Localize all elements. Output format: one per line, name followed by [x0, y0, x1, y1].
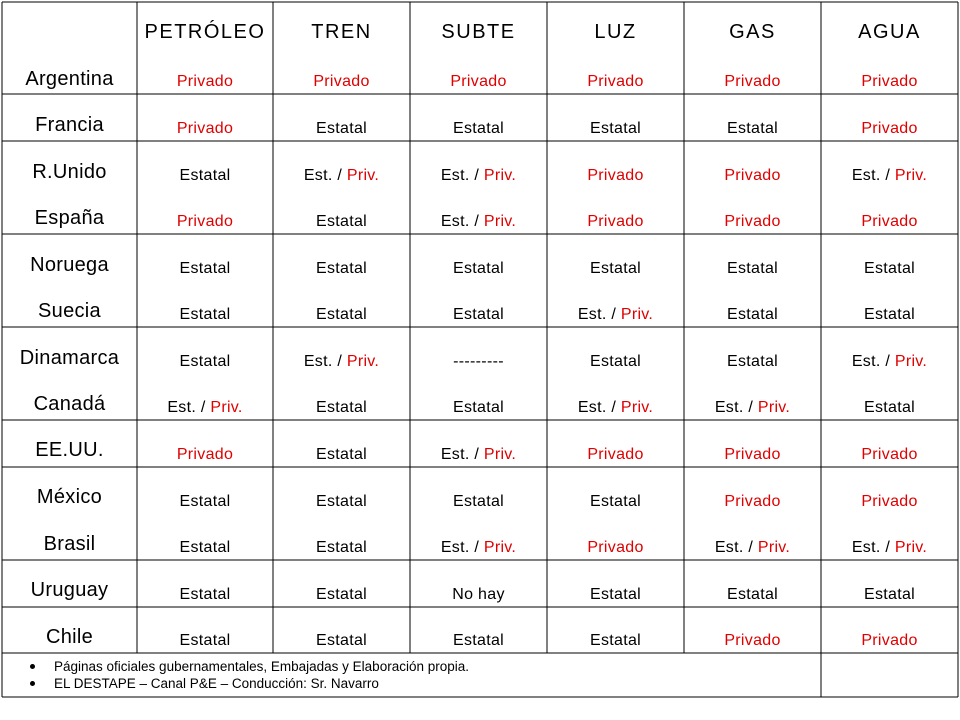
table-cell [547, 493, 684, 511]
table-cell [410, 493, 547, 511]
cell-estatal-part: Est. [440, 446, 470, 463]
cell-privado: Privado [587, 446, 644, 463]
table-cell [821, 632, 958, 650]
cell-privado-part: Priv. [620, 306, 654, 323]
table-cell [410, 306, 547, 324]
cell-privado: Privado [861, 632, 918, 649]
table-cell [410, 260, 547, 278]
table-cell [410, 353, 547, 371]
table-cell [137, 306, 273, 324]
cell-estatal: Estatal [452, 399, 504, 416]
row-country: Chile [45, 626, 94, 648]
row-country: México [36, 486, 103, 508]
table-cell [821, 213, 958, 231]
table-cell [684, 632, 821, 650]
table-cell [821, 306, 958, 324]
table-cell [273, 213, 410, 231]
table-cell [547, 399, 684, 417]
table-cell [684, 306, 821, 324]
row-country: Argentina [25, 68, 114, 90]
cell-estatal: Estatal [179, 306, 231, 323]
cell-estatal: Estatal [589, 493, 641, 510]
cell-separator: / [743, 399, 758, 416]
row-country: Uruguay [30, 579, 109, 601]
footer-note-sources: Páginas oficiales gubernamentales, Embajadas y Elaboración propia. [30, 658, 469, 675]
cell-privado-part: Priv. [483, 446, 517, 463]
column-header: AGUA [858, 21, 921, 43]
table-cell [137, 632, 273, 650]
cell-estatal: Estatal [179, 167, 231, 184]
cell-estatal: Estatal [315, 493, 367, 510]
table-cell [821, 446, 958, 464]
cell-privado-part: Priv. [894, 167, 928, 184]
cell-estatal-part: Est. [577, 306, 607, 323]
cell-estatal-part: Est. [440, 539, 470, 556]
cell-estatal: Estatal [589, 353, 641, 370]
table-cell [137, 399, 273, 417]
table-cell [273, 353, 410, 371]
cell-privado: Privado [313, 73, 370, 90]
row-country: EE.UU. [35, 439, 104, 461]
cell-estatal-part: Est. [167, 399, 197, 416]
cell-estatal: --------- [453, 353, 504, 370]
table-cell [273, 539, 410, 557]
table-cell [137, 167, 273, 185]
table-cell [137, 493, 273, 511]
row-country: España [34, 207, 105, 229]
table-cell [137, 260, 273, 278]
cell-privado-part: Priv. [346, 353, 380, 370]
table-cell [684, 213, 821, 231]
cell-estatal: Estatal [315, 586, 367, 603]
table-cell [821, 73, 958, 91]
table-cell [273, 586, 410, 604]
row-country: Suecia [38, 300, 101, 322]
table-cell [137, 586, 273, 604]
cell-estatal-part: Est. [714, 399, 744, 416]
cell-estatal: No hay [452, 586, 505, 603]
table-cell [684, 446, 821, 464]
table-cell [547, 73, 684, 91]
cell-privado-part: Priv. [210, 399, 243, 416]
cell-estatal-part: Est. [851, 167, 881, 184]
cell-privado-part: Priv. [894, 539, 928, 556]
table-cell [547, 306, 684, 324]
table-cell [547, 586, 684, 604]
table-cell [273, 399, 410, 417]
cell-privado-part: Priv. [757, 399, 791, 416]
cell-privado-part: Priv. [757, 539, 791, 556]
cell-separator: / [332, 353, 347, 370]
column-header: TREN [311, 21, 372, 43]
row-country: R.Unido [32, 161, 107, 183]
cell-estatal-part: Est. [303, 167, 333, 184]
column-header: PETRÓLEO [144, 21, 266, 43]
table-cell [137, 73, 273, 91]
table-cell [821, 399, 958, 417]
cell-privado: Privado [587, 167, 644, 184]
cell-privado: Privado [861, 73, 918, 90]
cell-estatal: Estatal [179, 586, 231, 603]
cell-estatal: Estatal [315, 399, 367, 416]
table-cell [684, 167, 821, 185]
cell-estatal: Estatal [726, 120, 778, 137]
cell-privado: Privado [724, 213, 781, 230]
column-header: GAS [729, 21, 776, 43]
table-cell [547, 353, 684, 371]
cell-privado: Privado [861, 213, 918, 230]
cell-estatal: Estatal [452, 632, 504, 649]
cell-estatal: Estatal [589, 632, 641, 649]
cell-separator: / [880, 539, 895, 556]
cell-privado: Privado [724, 493, 781, 510]
table-cell [410, 73, 547, 91]
table-cell [821, 120, 958, 138]
cell-privado: Privado [176, 73, 234, 90]
cell-estatal: Estatal [315, 446, 367, 463]
cell-estatal: Estatal [315, 306, 367, 323]
cell-estatal: Estatal [863, 306, 915, 323]
cell-estatal: Estatal [726, 306, 778, 323]
table-cell [410, 213, 547, 231]
cell-estatal-part: Est. [440, 167, 470, 184]
cell-privado: Privado [724, 632, 781, 649]
cell-estatal: Estatal [179, 493, 231, 510]
cell-separator: / [880, 353, 895, 370]
cell-estatal-part: Est. [577, 399, 607, 416]
cell-estatal-part: Est. [851, 353, 881, 370]
table-cell [821, 167, 958, 185]
table-cell [547, 120, 684, 138]
table-cell [684, 120, 821, 138]
table-cell [273, 260, 410, 278]
table-cell [684, 353, 821, 371]
cell-estatal: Estatal [452, 120, 504, 137]
cell-privado: Privado [724, 446, 781, 463]
table-cell [547, 167, 684, 185]
cell-privado: Privado [587, 539, 644, 556]
cell-estatal: Estatal [589, 260, 641, 277]
table-cell [410, 632, 547, 650]
cell-estatal: Estatal [179, 353, 231, 370]
table-cell [273, 493, 410, 511]
cell-estatal: Estatal [452, 260, 504, 277]
cell-privado-part: Priv. [483, 167, 517, 184]
table-cell [684, 73, 821, 91]
cell-estatal: Estatal [179, 260, 231, 277]
table-cell [547, 213, 684, 231]
table-cell [547, 539, 684, 557]
cell-privado: Privado [176, 213, 234, 230]
footer-note-credit: EL DESTAPE – Canal P&E – Conducción: Sr. Navarro [30, 675, 469, 692]
table-cell [821, 260, 958, 278]
cell-privado: Privado [861, 493, 918, 510]
table-cell [684, 493, 821, 511]
cell-privado-part: Priv. [483, 539, 517, 556]
cell-privado-part: Priv. [620, 399, 654, 416]
table-cell [137, 353, 273, 371]
cell-privado: Privado [587, 213, 644, 230]
table-cell [547, 260, 684, 278]
cell-privado: Privado [724, 167, 781, 184]
cell-separator: / [196, 399, 211, 416]
table-cell [273, 120, 410, 138]
table-cell [410, 120, 547, 138]
table-cell [821, 586, 958, 604]
table-cell [410, 399, 547, 417]
cell-separator: / [469, 446, 484, 463]
cell-estatal: Estatal [589, 586, 641, 603]
table-cell [273, 306, 410, 324]
table-cell [410, 446, 547, 464]
cell-separator: / [469, 167, 484, 184]
cell-privado: Privado [176, 446, 234, 463]
cell-privado: Privado [176, 120, 234, 137]
cell-privado-part: Priv. [483, 213, 517, 230]
cell-estatal-part: Est. [714, 539, 744, 556]
cell-estatal: Estatal [315, 539, 367, 556]
cell-privado-part: Priv. [894, 353, 928, 370]
cell-separator: / [332, 167, 347, 184]
cell-estatal-part: Est. [851, 539, 881, 556]
cell-estatal: Estatal [726, 353, 778, 370]
table-cell [684, 399, 821, 417]
cell-separator: / [606, 306, 621, 323]
table-cell [410, 167, 547, 185]
cell-separator: / [469, 213, 484, 230]
cell-privado: Privado [450, 73, 507, 90]
table-cell [273, 632, 410, 650]
cell-estatal: Estatal [452, 493, 504, 510]
table-cell [684, 586, 821, 604]
table-cell [547, 632, 684, 650]
table-cell [684, 260, 821, 278]
column-header: SUBTE [441, 21, 516, 43]
cell-estatal: Estatal [863, 260, 915, 277]
cell-privado: Privado [861, 120, 918, 137]
table-cell [273, 73, 410, 91]
cell-privado-part: Priv. [346, 167, 380, 184]
table-cell [137, 120, 273, 138]
cell-privado: Privado [861, 446, 918, 463]
cell-estatal-part: Est. [303, 353, 333, 370]
cell-estatal: Estatal [315, 260, 367, 277]
cell-estatal: Estatal [315, 632, 367, 649]
cell-estatal: Estatal [589, 120, 641, 137]
cell-estatal: Estatal [863, 586, 915, 603]
cell-estatal: Estatal [452, 306, 504, 323]
cell-estatal: Estatal [863, 399, 915, 416]
cell-separator: / [606, 399, 621, 416]
table-cell [137, 446, 273, 464]
table-cell [547, 446, 684, 464]
table-cell [821, 493, 958, 511]
cell-privado: Privado [724, 73, 781, 90]
cell-estatal: Estatal [726, 586, 778, 603]
cell-separator: / [880, 167, 895, 184]
table-cell [684, 539, 821, 557]
table-cell [410, 539, 547, 557]
cell-estatal: Estatal [315, 120, 367, 137]
table-cell [821, 539, 958, 557]
cell-privado: Privado [587, 73, 644, 90]
cell-separator: / [469, 539, 484, 556]
footer-notes [30, 658, 469, 692]
cell-separator: / [743, 539, 758, 556]
table-cell [410, 586, 547, 604]
cell-estatal: Estatal [179, 632, 231, 649]
column-header: LUZ [594, 21, 637, 43]
cell-estatal: Estatal [179, 539, 231, 556]
row-country: Noruega [30, 254, 109, 276]
cell-estatal-part: Est. [440, 213, 470, 230]
table-cell [273, 446, 410, 464]
table-cell [137, 213, 273, 231]
row-country: Canadá [33, 393, 106, 415]
cell-estatal: Estatal [315, 213, 367, 230]
row-country: Francia [35, 114, 104, 136]
table-cell [137, 539, 273, 557]
table-cell [273, 167, 410, 185]
cell-estatal: Estatal [726, 260, 778, 277]
row-country: Dinamarca [19, 347, 120, 369]
table-cell [821, 353, 958, 371]
row-country: Brasil [43, 533, 96, 555]
